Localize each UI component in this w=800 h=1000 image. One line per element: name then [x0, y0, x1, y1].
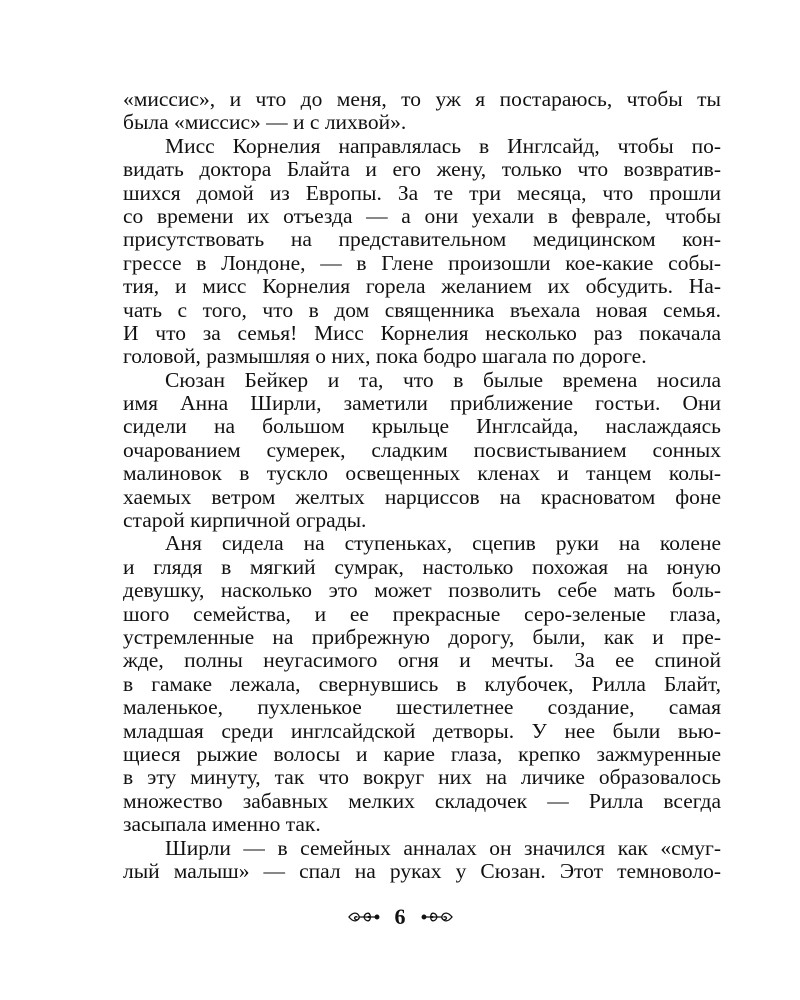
text-line: младшая среди инглсайдской детворы. У нее были вью-	[123, 719, 721, 743]
text-line: хаемых ветром желтых нарциссов на красноватом фоне	[123, 485, 721, 509]
text-line: старой кирпичной ограды.	[123, 509, 367, 533]
text-line: сидели на большом крыльце Инглсайда, наслаждаясь	[123, 415, 721, 439]
text-line: щиеся рыжие волосы и карие глаза, крепко зажмуренные	[123, 742, 721, 766]
text-line: шихся домой из Европы. За те три месяца, что прошли	[123, 181, 721, 205]
book-page-text	[123, 88, 721, 883]
text-line: девушку, насколько это может позволить себе мать боль-	[123, 579, 721, 603]
text-line: маленькое, пухленькое шестилетнее создание, самая	[123, 696, 721, 720]
text-line: Сюзан Бейкер и та, что в былые времена носила	[165, 368, 721, 392]
text-line: засыпала именно так.	[123, 813, 321, 837]
text-line: устремленные на прибрежную дорогу, были, как и пре-	[123, 625, 721, 649]
text-line: видать доктора Блайта и его жену, только что возвратив-	[123, 158, 721, 182]
text-line: в эту минуту, так что вокруг них на личике образовалось	[123, 766, 721, 790]
text-line: имя Анна Ширли, заметили приближение гостьи. Они	[123, 392, 721, 416]
text-line: Мисс Корнелия направлялась в Инглсайд, чтобы по-	[165, 134, 721, 158]
page-number: 6	[394, 904, 406, 929]
text-line: лый малыш» — спал на руках у Сюзан. Этот темноволо-	[123, 859, 721, 883]
paragraph	[123, 532, 721, 836]
text-line: в гамаке лежала, свернувшись в клубочек, Рилла Блайт,	[123, 672, 721, 696]
text-line: Ширли — в семейных анналах он значился как «смуг-	[165, 836, 721, 860]
paragraph	[123, 837, 721, 884]
paragraph	[123, 369, 721, 533]
text-line: головой, размышляя о них, пока бодро шагала по дороге.	[123, 345, 647, 369]
text-line: множество забавных мелких складочек — Рилла всегда	[123, 789, 721, 813]
text-line: малиновок в тускло освещенных кленах и танцем колы-	[123, 462, 721, 486]
text-line: со времени их отъезда — а они уехали в феврале, чтобы	[123, 204, 721, 228]
text-line: тия, и мисс Корнелия горела желанием их обсудить. На-	[123, 275, 721, 299]
text-line: очарованием сумерек, сладким посвистыванием сонных	[123, 438, 721, 462]
page-footer	[0, 902, 800, 932]
paragraph	[123, 88, 721, 135]
text-line: грессе в Лондоне, — в Глене произошли кое-какие собы-	[123, 251, 721, 275]
floral-ornament-icon	[420, 908, 454, 926]
text-line: жде, полны неугасимого огня и мечты. За ее спиной	[123, 649, 721, 673]
text-line: чать с того, что в дом священника въехала новая семья.	[123, 298, 721, 322]
text-line: шого семейства, и ее прекрасные серо-зеленые глаза,	[123, 602, 721, 626]
text-line: «миссис», и что до меня, то уж я постараюсь, чтобы ты	[123, 88, 721, 111]
floral-ornament-icon	[347, 908, 381, 926]
text-line: была «миссис» — и с лихвой».	[123, 111, 407, 135]
text-line: и глядя в мягкий сумрак, настолько похожая на юную	[123, 555, 721, 579]
text-line: Аня сидела на ступеньках, сцепив руки на колене	[165, 532, 721, 556]
text-line: И что за семья! Мисс Корнелия несколько раз покачала	[123, 321, 721, 345]
paragraph	[123, 135, 721, 369]
text-line: присутствовать на представительном медицинском кон-	[123, 228, 721, 252]
